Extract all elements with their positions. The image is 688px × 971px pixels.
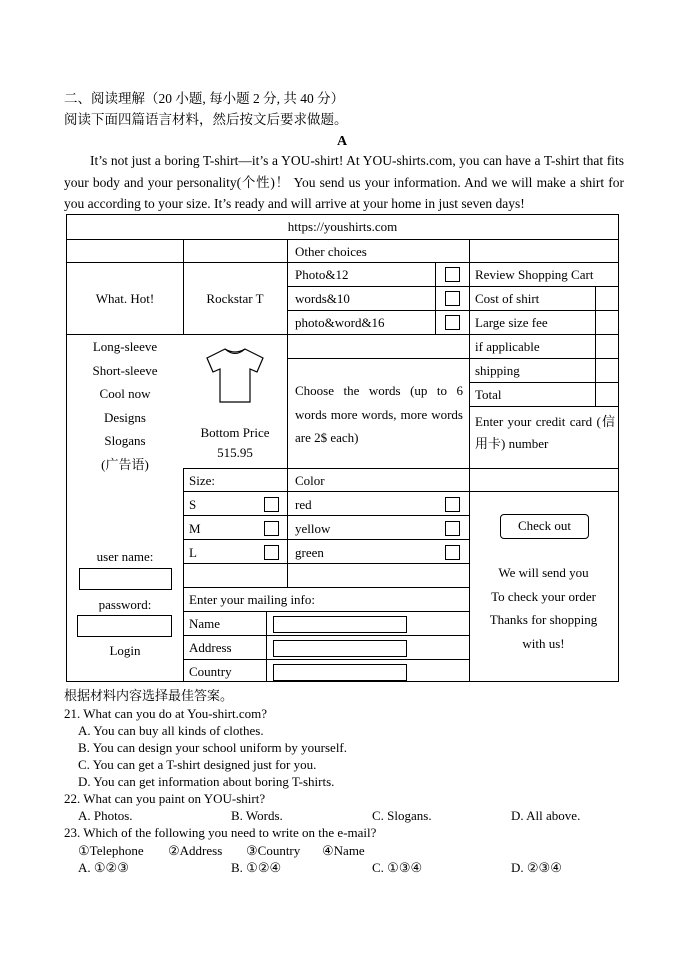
bottom-price-label: Bottom Price: [200, 425, 270, 440]
cost-of-shirt-label: Cost of shirt: [475, 291, 540, 306]
question-22-option-b: B. Words.: [231, 808, 283, 823]
password-label: password:: [98, 597, 152, 612]
section-heading: 二、阅读理解（20 小题, 每小题 2 分, 共 40 分）: [64, 91, 345, 106]
checkout-msg-line: To check your order: [491, 588, 596, 604]
tshirt-icon: [203, 345, 267, 405]
checkout-message: [469, 561, 618, 655]
menu-short-sleeve[interactable]: Short-sleeve: [92, 362, 158, 378]
question-23-item: ①Telephone: [78, 843, 144, 858]
review-cart-link[interactable]: Review Shopping Cart: [475, 267, 594, 282]
question-22-stem: 22. What can you paint on YOU-shirt?: [64, 791, 266, 806]
choice-words: words&10: [295, 291, 350, 306]
choice-photo: Photo&12: [295, 267, 349, 282]
color-green-checkbox[interactable]: [445, 545, 460, 560]
large-size-fee-label: Large size fee: [475, 315, 548, 330]
question-21-option-d: D. You can get information about boring T-shirts.: [78, 774, 335, 789]
choice-words-checkbox[interactable]: [445, 291, 460, 306]
question-23-option-c: C. ①③④: [372, 860, 423, 875]
bottom-price-value: 515.95: [217, 445, 253, 460]
size-l-checkbox[interactable]: [264, 545, 279, 560]
question-21-option-a: A. You can buy all kinds of clothes.: [78, 723, 264, 738]
rockstar-link[interactable]: Rockstar T: [206, 291, 264, 306]
choice-photo-checkbox[interactable]: [445, 267, 460, 282]
menu-cool-now[interactable]: Cool now: [99, 386, 151, 401]
mailing-title: Enter your mailing info:: [189, 592, 316, 607]
size-label: Size:: [189, 473, 215, 488]
shipping-label: shipping: [475, 363, 520, 378]
question-22-option-a: A. Photos.: [78, 808, 133, 823]
color-red-checkbox[interactable]: [445, 497, 460, 512]
color-yellow-checkbox[interactable]: [445, 521, 460, 536]
menu-slogans-cn: (广告语): [101, 456, 149, 472]
size-m-checkbox[interactable]: [264, 521, 279, 536]
user-name-input[interactable]: [79, 568, 172, 590]
question-21-option-b: B. You can design your school uniform by yourself.: [78, 740, 348, 755]
color-red: red: [295, 497, 312, 512]
words-note: Choose the words (up to 6 words more words, more words are 2$ each): [295, 383, 463, 445]
checkout-button[interactable]: Check out: [500, 514, 589, 539]
size-l: L: [189, 545, 197, 560]
question-23-stem: 23. Which of the following you need to write on the e-mail?: [64, 825, 377, 840]
checkout-msg-line: with us!: [522, 635, 565, 651]
question-23-item: ②Address: [168, 843, 223, 858]
color-label: Color: [295, 473, 325, 488]
menu-slogans[interactable]: Slogans: [104, 433, 146, 448]
question-23-option-b: B. ①②④: [231, 860, 282, 875]
mailing-country-label: Country: [189, 664, 232, 679]
order-form-table: [66, 214, 619, 682]
question-23-item: ③Country: [246, 843, 301, 858]
choice-photo-word: photo&word&16: [295, 315, 385, 330]
size-m: M: [189, 521, 201, 536]
password-input[interactable]: [77, 615, 172, 637]
mailing-address-input[interactable]: [273, 640, 407, 657]
mailing-address-label: Address: [189, 640, 232, 655]
color-green: green: [295, 545, 324, 560]
menu-long-sleeve[interactable]: Long-sleeve: [92, 339, 158, 354]
questions-intro: 根据材料内容选择最佳答案。: [64, 688, 234, 703]
mailing-name-input[interactable]: [273, 616, 407, 633]
question-23-option-a: A. ①②③: [78, 860, 129, 875]
menu-designs[interactable]: Designs: [104, 409, 146, 425]
credit-card-label[interactable]: Enter your credit card (信用卡) number: [475, 414, 615, 451]
size-s: S: [189, 497, 197, 512]
question-23-item: ④Name: [322, 843, 365, 858]
color-yellow: yellow: [295, 521, 331, 536]
checkout-msg-line: Thanks for shopping: [489, 612, 598, 627]
mailing-name-label: Name: [189, 616, 221, 631]
question-22-option-d: D. All above.: [511, 808, 581, 823]
other-choices-title: Other choices: [295, 244, 367, 259]
choice-photo-word-checkbox[interactable]: [445, 315, 460, 330]
what-hot-link[interactable]: What. Hot!: [95, 291, 155, 306]
user-name-label: user name:: [96, 549, 154, 564]
if-applicable-label: if applicable: [475, 339, 540, 354]
size-s-checkbox[interactable]: [264, 497, 279, 512]
question-21-stem: 21. What can you do at You-shirt.com?: [64, 706, 268, 721]
question-21-option-c: C. You can get a T-shirt designed just for you.: [78, 757, 317, 772]
passage-text: [64, 150, 624, 215]
mailing-country-input[interactable]: [273, 664, 407, 681]
login-button[interactable]: Login: [109, 643, 141, 658]
question-23-option-d: D. ②③④: [511, 860, 562, 875]
total-label: Total: [475, 387, 502, 402]
question-22-option-c: C. Slogans.: [372, 808, 432, 823]
bottom-price: [183, 423, 287, 463]
instruction: 阅读下面四篇语言材料，然后按文后要求做题。: [64, 112, 348, 127]
checkout-msg-line: We will send you: [498, 565, 589, 580]
left-menu: [67, 335, 183, 476]
site-url[interactable]: https://youshirts.com: [287, 219, 398, 234]
passage-label: A: [336, 134, 348, 149]
passage-body: It’s not just a boring T-shirt—it’s a YOU-shirt! At YOU-shirts.com, you can have a T-shirt that fits your body and your personality(个性)！ You send us your information. And we will make a shirt for you according to your size. It’s ready and will arrive at your home in just seven days!: [64, 153, 624, 211]
